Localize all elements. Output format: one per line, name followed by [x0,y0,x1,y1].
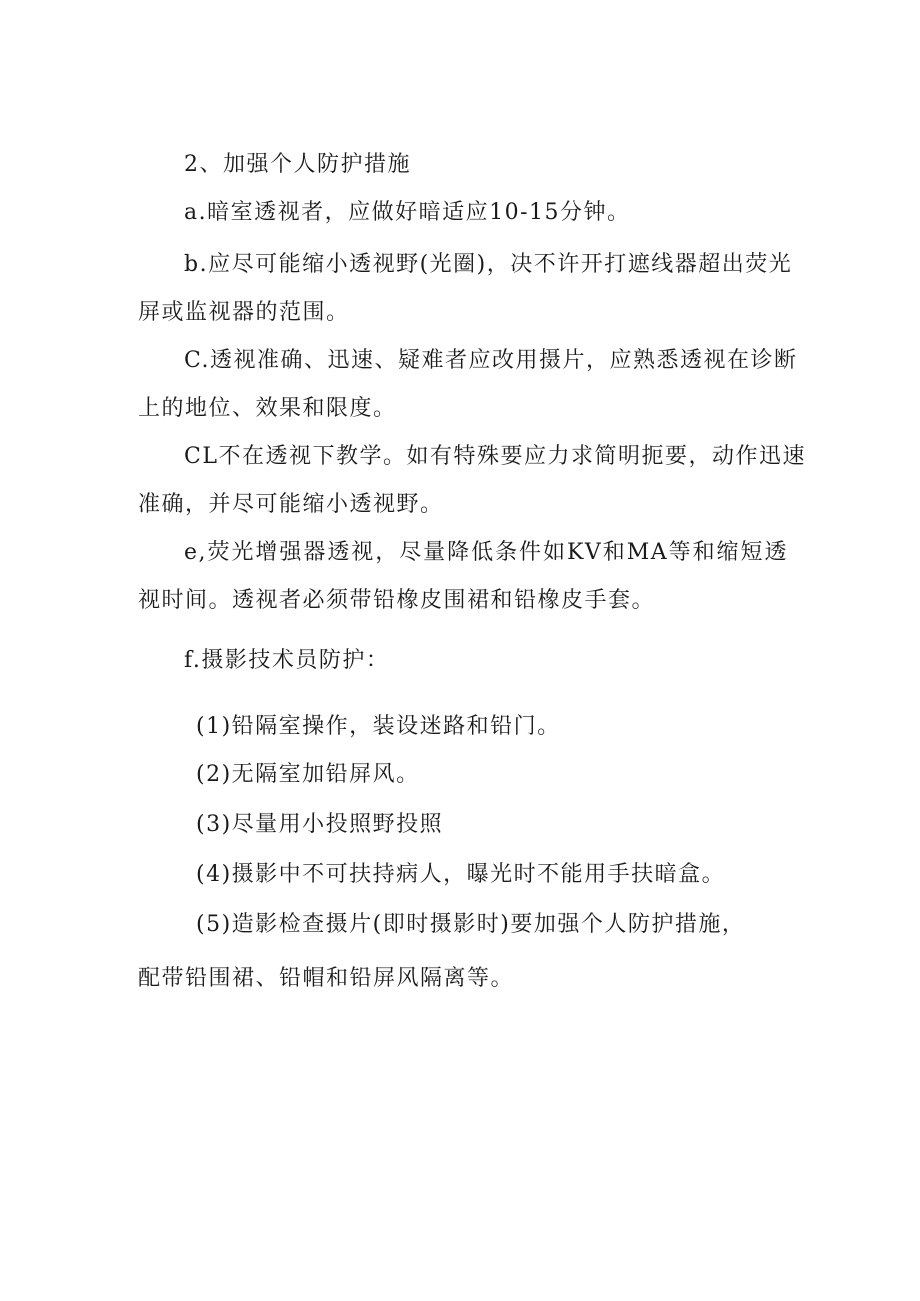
list-item-4: (4)摄影中不可扶持病人，曝光时不能用手扶暗盒。 [196,862,726,887]
paragraph-e-line-1: e,荧光增强器透视，尽量降低条件如KV和MA等和缩短透 [184,540,788,565]
paragraph-f: f.摄影技术员防护： [184,648,390,673]
list-item-5-line-2: 配带铅围裙、铅帽和铅屏风隔离等。 [138,966,515,991]
paragraph-a: a.暗室透视者，应做好暗适应10-15分钟。 [184,200,631,225]
paragraph-c-line-2: 上的地位、效果和限度。 [138,396,397,421]
paragraph-b-line-2: 屏或监视器的范围。 [138,300,350,325]
paragraph-d-line-2: 准确，并尽可能缩小透视野。 [138,492,444,517]
paragraph-c-line-1: C.透视准确、迅速、疑难者应改用摄片，应熟悉透视在诊断 [184,348,798,373]
list-item-2: (2)无隔室加铅屏风。 [196,762,420,787]
paragraph-b-line-1: b.应尽可能缩小透视野(光圈)，决不许开打遮线器超出荧光 [184,252,793,277]
paragraph-d-line-1: CL不在透视下教学。如有特殊要应力求简明扼要，动作迅速 [184,444,806,469]
section-heading: 2、加强个人防护措施 [184,152,411,177]
paragraph-e-line-2: 视时间。透视者必须带铅橡皮围裙和铅橡皮手套。 [138,588,656,613]
list-item-3: (3)尽量用小投照野投照 [196,812,444,837]
list-item-1: (1)铅隔室操作，装设迷路和铅门。 [196,714,561,739]
list-item-5-line-1: (5)造影检查摄片(即时摄影时)要加强个人防护措施， [196,912,746,937]
